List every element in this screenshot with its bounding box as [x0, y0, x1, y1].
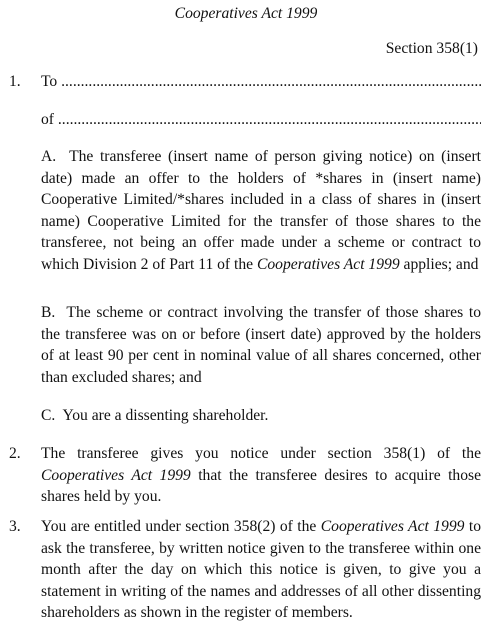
document-header-title: Cooperatives Act 1999: [174, 5, 318, 22]
item-3-paragraph: [41, 516, 481, 624]
paragraph-c: [41, 405, 481, 427]
item-2-text-end: that the transferee desires to acquire those shares held by you.: [41, 466, 481, 505]
paragraph-b-text: The scheme or contract involving the transfer of those shares to the transferee was on or before (insert date) approved by the holders of at least 90 per cent in nominal value of all shares concerned, other than excluded shares; and: [41, 304, 481, 386]
paragraph-a-label: A.: [41, 148, 57, 165]
of-line: [41, 109, 481, 131]
item-3-act-title: Cooperatives Act 1999: [320, 518, 465, 535]
item-3-text-end: to ask the transferee, by written notice given to the transferee within one month after the day on which this notice is given, to give you a statement in writing of the names and addresses of all other dissenting shareholders as shown in the register of members.: [41, 518, 481, 621]
paragraph-c-text: You are a dissenting shareholder.: [62, 407, 269, 424]
item-1-number: 1.: [9, 73, 21, 90]
item-2-number: 2.: [9, 445, 21, 462]
paragraph-a: [41, 146, 481, 275]
item-3-text: You are entitled under section 358(2) of the: [41, 518, 317, 535]
section-reference: Section 358(1): [385, 40, 478, 57]
paragraph-c-label: C.: [41, 407, 56, 424]
of-label: of .....: [41, 111, 481, 128]
to-label: To .....: [41, 73, 481, 90]
paragraph-a-text-end: applies; and: [403, 255, 479, 273]
item-2-text: The transferee gives you notice under section 358(1) of the: [41, 445, 481, 462]
paragraph-b: [41, 302, 481, 388]
paragraph-a-text: The transferee (insert name of person giving notice) on (insert date) made an offer to the holders of *shares in (insert name) Cooperative Limited/*shares included in a class of shares in (insert name) Cooperative Limited for the transfer of those shares to the transferee, not being an offer made under a scheme or contract to which Division 2 of Part 11 of the: [41, 148, 481, 273]
paragraph-b-label: B.: [41, 304, 56, 321]
item-3-number: 3.: [9, 518, 21, 535]
item-2-act-title: Cooperatives Act 1999: [41, 466, 191, 484]
item-2-paragraph: [41, 443, 481, 508]
to-line: [41, 71, 481, 93]
paragraph-a-act-title: Cooperatives Act 1999: [256, 255, 400, 273]
